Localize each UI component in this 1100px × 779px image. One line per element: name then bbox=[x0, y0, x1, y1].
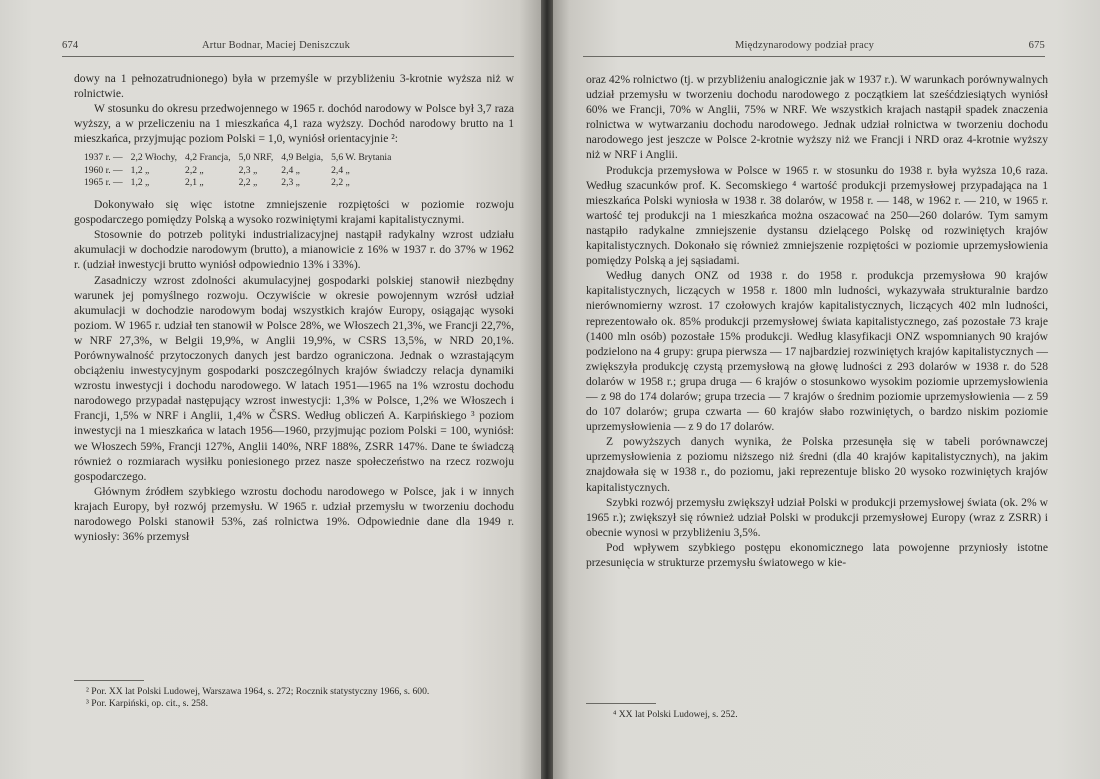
table-cell: 2,3 „ bbox=[281, 176, 300, 188]
table-row bbox=[74, 165, 399, 177]
left-paragraph: Głównym źródłem szybkiego wzrostu dochodu narodowego w Polsce, jak i w innych krajach Europy, był rozwój przemysłu. W 1965 r. udział przemysłu w tworzeniu dochodu narodowego Polski stanowił 53%, zaś rolnictwa 19%. Odpowiednie dane dla 1949 r. wyniosły: 36% przemysł bbox=[74, 484, 514, 544]
table-cell: 4,9 Belgia, bbox=[281, 152, 324, 164]
right-paragraph: Z powyższych danych wynika, że Polska przesunęła się w tabeli porównawczej uprzemysłowienia z poziomu niższego niż średni (dla 40 krajów kapitalistycznych), na jakim znajdowała się w 1938 r., do poziomu, jaki reprezentuje blisko 20 wysoko rozwiniętych krajów kapitalistycznych. bbox=[586, 435, 1048, 494]
left-paragraph: W stosunku do okresu przedwojennego w 1965 r. dochód narodowy w Polsce był 3,7 raza wyższy, a w przeliczeniu na 1 mieszkańca 4,1 raza wyższy. Dochód narodowy brutto na 1 mieszkańca, przyjmując poziom Polski = 1,0, wyniósł orientacyjnie ²: bbox=[74, 102, 514, 146]
table-cell: 1960 r. — bbox=[84, 164, 123, 176]
table-cell: 2,1 „ bbox=[185, 176, 204, 188]
table-cell: 2,4 „ bbox=[281, 164, 300, 176]
right-paragraph: Pod wpływem szybkiego postępu ekonomicznego lata powojenne przyniosły istotne przesunięcia w strukturze przemysłu światowego w kie- bbox=[586, 540, 1048, 569]
left-paragraph: Dokonywało się więc istotne zmniejszenie rozpiętości w poziomie rozwoju gospodarczego pomiędzy Polską a wysoko rozwiniętymi krajami kapitalistycznymi. bbox=[74, 198, 514, 227]
table-cell: 1,2 „ bbox=[130, 164, 150, 176]
right-paragraph: oraz 42% rolnictwo (tj. w przybliżeniu analogicznie jak w 1937 r.). W warunkach porównywalnych udział przemysłu w tworzeniu dochodu narodowego z początkiem lat sześćdziesiątych wyniósł 60% we Francji, 70% w Anglii, 75% w NRF. We wszystkich krajach nastąpił spadek znaczenia rolnictwa w wytwarzaniu dochodu narodowego. Jednak udział rolnictwa w tworzeniu dochodu narodowego jest jeszcze w Polsce 2-krotnie wyższy niż we Francji i NRD oraz 4-krotnie wyższy niż w NRF i Anglii. bbox=[586, 73, 1048, 162]
footnote: ³ Por. Karpiński, op. cit., s. 258. bbox=[86, 698, 208, 709]
table-cell: 1965 r. — bbox=[84, 176, 123, 188]
left-running-title: Artur Bodnar, Maciej Deniszczuk bbox=[202, 40, 351, 51]
right-page-number: 675 bbox=[1028, 40, 1045, 51]
right-paragraph: Szybki rozwój przemysłu zwiększył udział Polski w produkcji przemysłowej świata (ok. 2% w 1965 r.); zwiększył się również udział Polski w produkcji przemysłowej Europy (wraz z ZSRR) i obecnie wynosi w przybliżeniu 3,5%. bbox=[586, 495, 1048, 539]
gdp-comparison-table bbox=[74, 152, 399, 189]
right-paragraph: Produkcja przemysłowa w Polsce w 1965 r. w stosunku do 1938 r. była wyższa 10,6 raza. Według szacunków prof. K. Secomskiego ⁴ wartość produkcji przemysłowej przypadająca na 1 mieszkańca Polski wyniosła w 1938 r. 38 dolarów, w 1958 r. — 148, w 1962 r. — 210, w 1965 r. wartość tej produkcji na 1 mieszkańca można oszacować na 250—260 dolarów. Tym samym nastąpiło radykalne zmniejszenie dystansu dzielącego Polskę od rozwiniętych krajów kapitalistycznych. Dokonało się również zmniejszenie rozpiętości w poziomie uprzemysłowienia pomiędzy Polską a jej sąsiadami. bbox=[586, 163, 1048, 268]
right-running-title: Międzynarodowy podział pracy bbox=[735, 40, 875, 51]
table-cell: 2,2 „ bbox=[238, 176, 258, 188]
table-cell: 4,2 Francja, bbox=[185, 152, 231, 164]
right-header-rule bbox=[583, 56, 1045, 57]
table-cell: 1937 r. — bbox=[84, 152, 123, 164]
left-footnote-rule bbox=[74, 680, 144, 681]
left-page-number: 674 bbox=[62, 40, 79, 51]
footnote: ² Por. XX lat Polski Ludowej, Warszawa 1964, s. 272; Rocznik statystyczny 1966, s. 600. bbox=[86, 686, 430, 697]
table-cell: 2,4 „ bbox=[331, 164, 350, 176]
table-cell: 2,2 „ bbox=[185, 164, 204, 176]
left-body-text bbox=[74, 71, 514, 544]
table-cell: 2,2 Włochy, bbox=[130, 152, 178, 164]
right-footnotes bbox=[601, 709, 1041, 721]
table-cell: 5,0 NRF, bbox=[238, 152, 274, 164]
left-page bbox=[0, 0, 541, 779]
left-paragraph: Zasadniczy wzrost zdolności akumulacyjnej gospodarki polskiej stanowił niezbędny warunek jej pomyślnego rozwoju. Oczywiście w okresie powojennym wzrósł udział akumulacji w dochodzie narodowym bodaj wszystkich krajów Europy, osiągając wysoki poziom. W 1965 r. udział ten stanowił w Polsce 28%, we Włoszech 21,3%, we Francji 22,7%, w NRF 27,3%, w Belgii 19,9%, w Anglii 19,9%, w CSRS 13,5%, w NRD 20,1%. Porównywalność przytoczonych danych jest bardzo ograniczona. Jednak o wzrastającym obciążeniu inwestycyjnym gospodarki poszczególnych krajów świadczy relacja dynamiki wzrostu inwestycji i dochodu narodowego. W latach 1951—1965 na 1% wzrostu dochodu narodowego przypadał następujący wzrost inwestycji: 1,3% w Polsce, 1,2% we Włoszech i Francji, 1,5% w NRF i Anglii, 1,4% w ČSRS. Według obliczeń A. Karpińskiego ³ poziom inwestycji na 1 mieszkańca w latach 1956—1960, przyjmując poziom Polski = 100, wyniósł: we Włoszech 59%, Francji 127%, Anglii 140%, NRF 188%, ZSRR 147%. Dane te świadczą również o rozmiarach wysiłku poniesionego przez nasze społeczeństwo na rzecz rozwoju gospodarczego. bbox=[74, 273, 514, 483]
left-footnotes bbox=[74, 686, 514, 710]
left-paragraph: dowy na 1 pełnozatrudnionego) była w przemyśle w przybliżeniu 3-krotnie wyższa niż w rolnictwie. bbox=[74, 72, 514, 101]
table-cell: 1,2 „ bbox=[130, 176, 150, 188]
table-cell: 2,2 „ bbox=[331, 176, 350, 188]
left-header-rule bbox=[62, 56, 514, 57]
right-body-text bbox=[586, 72, 1048, 570]
table-cell: 5,6 W. Brytania bbox=[331, 152, 392, 164]
footnote: ⁴ XX lat Polski Ludowej, s. 252. bbox=[613, 709, 738, 720]
table-row bbox=[74, 177, 399, 189]
table-row bbox=[74, 152, 399, 164]
table-cell: 2,3 „ bbox=[238, 164, 258, 176]
right-paragraph: Według danych ONZ od 1938 r. do 1958 r. produkcja przemysłowa 90 krajów kapitalistycznych, liczących w 1958 r. 1800 mln ludności, wykazywała strukturalnie bardzo nierównomierny wzrost. 17 czołowych krajów kapitalistycznych, liczących 402 mln ludności, reprezentowało ok. 85% produkcji przemysłowej świata kapitalistycznego, zaś pozostałe 73 kraje (1400 mln osób) pozostałe 15% produkcji. Według klasyfikacji ONZ wspomnianych 90 krajów podzielono na 4 grupy: grupa pierwsza — 17 najbardziej rozwiniętych krajów kapitalistycznych — zwiększyła produkcję czystą przemysłową na głowę ludności z 293 dolarów w 1938 r. do 528 dolarów w 1958 r.; grupa druga — 6 krajów o stosunkowo wysokim poziomie uprzemysłowienia — z 98 do 174 dolarów; grupa trzecia — 7 krajów o średnim poziomie uprzemysłowienia — z 59 do 107 dolarów; grupa czwarta — 60 krajów słabo rozwiniętych, o bardzo niskim poziomie uprzemysłowienia — z 9 do 17 dolarów. bbox=[586, 269, 1048, 434]
right-page bbox=[553, 0, 1100, 779]
left-paragraph: Stosownie do potrzeb polityki industrializacyjnej nastąpił radykalny wzrost udziału akumulacji w dochodzie narodowym (brutto), a mianowicie z 16% w 1937 r. do 37% w 1962 r. (udział inwestycji brutto wyniósł odpowiednio 13% i 33%). bbox=[74, 228, 514, 272]
book-gutter bbox=[541, 0, 553, 779]
right-footnote-rule bbox=[586, 703, 656, 704]
